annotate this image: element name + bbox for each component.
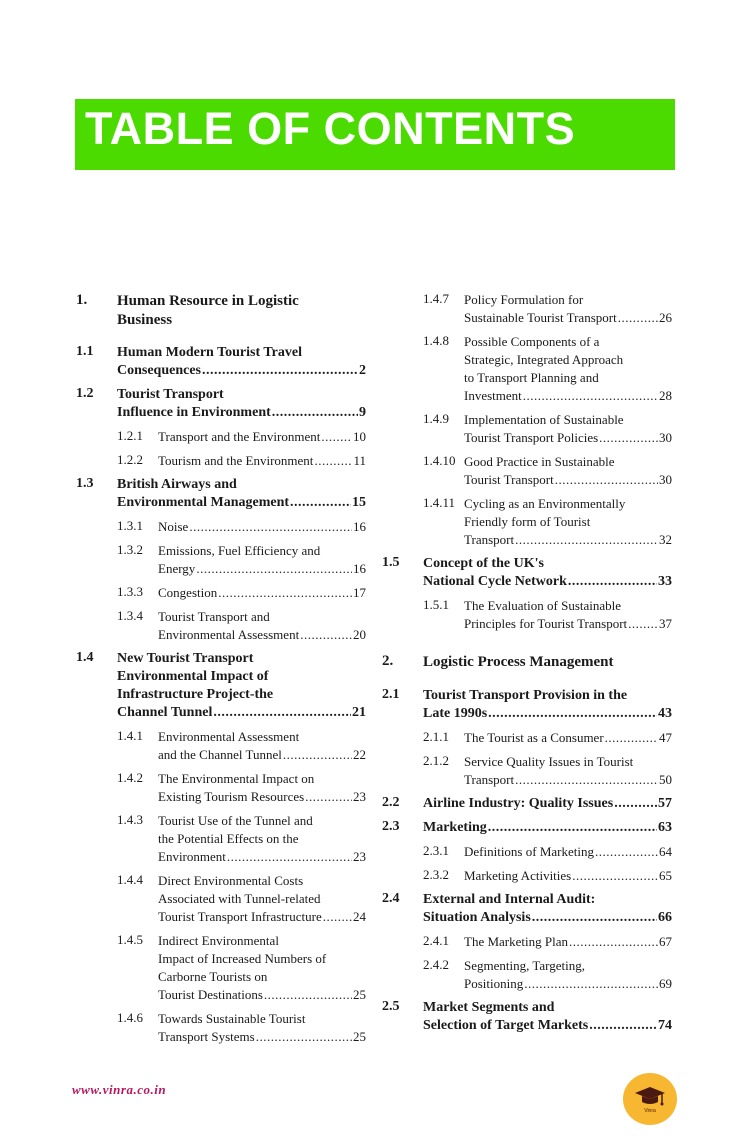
toc-entry-title <box>117 386 366 422</box>
toc-entry-number: 1.4 <box>76 650 94 665</box>
toc-entry-line <box>117 344 366 362</box>
toc-entry-line <box>117 404 366 422</box>
footer-website-link[interactable]: www.vinra.co.in <box>72 1082 167 1097</box>
toc-entry-text: Late 1990s <box>423 706 488 721</box>
toc-entry-text: Human Modern Tourist Travel <box>117 345 303 360</box>
toc-entry-number: 2.4 <box>382 891 400 906</box>
toc-entry-line <box>423 891 672 909</box>
toc-entry-text: Situation Analysis <box>423 910 531 925</box>
toc-entry-text: Possible Components of a <box>464 334 600 349</box>
toc-entry-line <box>423 555 672 573</box>
toc-entry-text: Emissions, Fuel Efficiency and <box>158 543 321 558</box>
toc-entry-line <box>158 584 366 602</box>
toc-entry-line <box>117 686 366 704</box>
toc-entry-number: 1.4.9 <box>423 411 449 426</box>
toc-entry-line <box>464 771 672 789</box>
toc-entry-line <box>464 471 672 489</box>
toc-entry-number: 1.5 <box>382 555 400 570</box>
toc-entry-text: Tourist Transport and <box>158 609 270 624</box>
toc-page-number: 25 <box>353 987 366 1002</box>
toc-entry-title <box>423 891 672 927</box>
toc-entry-text: Energy <box>158 561 196 576</box>
toc-page-number: 43 <box>658 706 672 721</box>
toc-entry-title <box>117 292 366 330</box>
toc-entry-title <box>158 932 366 1004</box>
dot-leader <box>488 819 657 837</box>
toc-entry-title <box>464 597 672 633</box>
toc-entry-number: 1.1 <box>76 344 94 359</box>
toc-entry-text: Transport <box>464 772 515 787</box>
toc-entry-text: Channel Tunnel <box>117 705 213 720</box>
toc-entry-line <box>117 476 366 494</box>
toc-entry-title <box>464 291 672 327</box>
toc-page-number: 20 <box>353 627 366 642</box>
toc-page-number: 9 <box>359 405 366 420</box>
toc-entry-text: Definitions of Marketing <box>464 844 594 859</box>
toc-entry-line <box>464 387 672 405</box>
toc-entry-line <box>464 531 672 549</box>
toc-page-number: 16 <box>353 519 366 534</box>
toc-entry-line <box>423 705 672 723</box>
dot-leader <box>256 1028 352 1046</box>
toc-entry-line <box>423 573 672 591</box>
toc-entry-line <box>158 728 366 746</box>
dot-leader <box>227 848 352 866</box>
toc-entry-line <box>158 890 366 908</box>
toc-entry-number: 1.4.3 <box>117 812 143 827</box>
toc-entry-title <box>464 729 672 747</box>
toc-entry-number: 1.4.4 <box>117 872 143 887</box>
toc-entry-line <box>117 362 366 380</box>
toc-entry-line <box>464 453 672 471</box>
toc-entry-line <box>117 650 366 668</box>
toc-entry-line <box>464 753 672 771</box>
toc-entry-line <box>464 291 672 309</box>
toc-page-number: 47 <box>659 730 672 745</box>
toc-entry-line <box>158 932 366 950</box>
toc-entry-text: Congestion <box>158 585 218 600</box>
toc-entry-title <box>423 653 672 672</box>
toc-page-number: 25 <box>353 1029 366 1044</box>
toc-entry-line <box>464 597 672 615</box>
toc-entry-text: and the Channel Tunnel <box>158 747 282 762</box>
toc-entry-title <box>158 452 366 470</box>
toc-entry-line <box>158 542 366 560</box>
toc-entry-title <box>158 428 366 446</box>
toc-entry-line <box>464 309 672 327</box>
toc-entry-text: Concept of the UK's <box>423 556 544 571</box>
dot-leader <box>213 704 351 722</box>
toc-entry-title <box>423 819 672 837</box>
toc-entry-title <box>464 495 672 549</box>
dot-leader <box>488 705 657 723</box>
toc-entry-text: Infrastructure Project-the <box>117 687 274 702</box>
dot-leader <box>272 404 358 422</box>
toc-entry-line <box>423 819 672 837</box>
toc-entry-number: 1.4.8 <box>423 333 449 348</box>
toc-entry-text: Policy Formulation for <box>464 292 584 307</box>
toc-entry-title <box>158 812 366 866</box>
toc-entry-text: Positioning <box>464 976 524 991</box>
toc-entry-number: 2.1 <box>382 687 400 702</box>
toc-entry-text: Consequences <box>117 363 202 378</box>
toc-entry-line <box>158 872 366 890</box>
toc-entry-number: 2. <box>382 653 394 669</box>
toc-page-number: 11 <box>353 453 366 468</box>
toc-entry-title <box>158 728 366 764</box>
toc-page-number: 65 <box>659 868 672 883</box>
toc-entry-number: 1.3.3 <box>117 584 143 599</box>
toc-entry-title <box>464 933 672 951</box>
toc-entry-line <box>464 729 672 747</box>
dot-leader <box>305 788 352 806</box>
toc-entry-title <box>158 1010 366 1046</box>
dot-leader <box>618 309 658 327</box>
dot-leader <box>524 975 658 993</box>
toc-page-number: 33 <box>658 574 672 589</box>
toc-entry-line <box>158 770 366 788</box>
dot-leader <box>628 615 658 633</box>
toc-entry-number: 1.3.2 <box>117 542 143 557</box>
toc-entry-number: 1.4.11 <box>423 495 456 510</box>
toc-entry-line <box>158 950 366 968</box>
toc-page-number: 21 <box>352 705 366 720</box>
toc-entry-line <box>158 452 366 470</box>
graduation-cap-icon <box>633 1084 667 1114</box>
dot-leader <box>202 362 358 380</box>
toc-entry-title <box>117 476 366 512</box>
toc-page-number: 74 <box>658 1018 672 1033</box>
toc-page-number: 64 <box>659 844 672 859</box>
toc-entry-text: Market Segments and <box>423 1000 555 1015</box>
dot-leader <box>555 471 658 489</box>
toc-entry-text: National Cycle Network <box>423 574 567 589</box>
dot-leader <box>515 771 658 789</box>
toc-entry-title <box>464 333 672 405</box>
dot-leader <box>283 746 352 764</box>
toc-entry-number: 1.4.7 <box>423 291 449 306</box>
toc-entry-text: the Potential Effects on the <box>158 831 299 846</box>
toc-entry-text: Human Resource in Logistic <box>117 293 299 309</box>
toc-page-number: 28 <box>659 388 672 403</box>
toc-entry-line <box>117 292 366 311</box>
toc-entry-text: Environment <box>158 849 226 864</box>
toc-entry-line <box>423 687 672 705</box>
toc-entry-text: Environmental Assessment <box>158 627 300 642</box>
toc-entry-number: 1.5.1 <box>423 597 449 612</box>
toc-entry-text: Tourist Destinations <box>158 987 263 1002</box>
toc-entry-text: Tourist Use of the Tunnel and <box>158 813 313 828</box>
toc-entry-text: Service Quality Issues in Tourist <box>464 754 634 769</box>
toc-entry-line <box>464 975 672 993</box>
toc-page-number: 23 <box>353 789 366 804</box>
toc-entry-line <box>423 909 672 927</box>
dot-leader <box>614 795 657 813</box>
toc-entry-line <box>158 518 366 536</box>
dot-leader <box>189 518 352 536</box>
toc-entry-line <box>158 1028 366 1046</box>
toc-entry-text: Indirect Environmental <box>158 933 279 948</box>
toc-entry-title <box>464 957 672 993</box>
toc-entry-number: 2.4.2 <box>423 957 449 972</box>
toc-entry-title <box>158 584 366 602</box>
toc-entry-text: Business <box>117 312 173 328</box>
toc-entry-line <box>464 351 672 369</box>
toc-entry-number: 2.1.2 <box>423 753 449 768</box>
toc-entry-text: Airline Industry: Quality Issues <box>423 796 614 811</box>
toc-page-number: 67 <box>659 934 672 949</box>
dot-leader <box>218 584 352 602</box>
toc-entry-line <box>423 1017 672 1035</box>
toc-page-number: 30 <box>659 430 672 445</box>
toc-entry-text: Associated with Tunnel-related <box>158 891 321 906</box>
dot-leader <box>290 494 351 512</box>
toc-entry-text: Sustainable Tourist Transport <box>464 310 617 325</box>
toc-entry-number: 1.4.1 <box>117 728 143 743</box>
toc-entry-number: 1.3.4 <box>117 608 143 623</box>
toc-entry-text: Environmental Assessment <box>158 729 300 744</box>
toc-entry-text: Strategic, Integrated Approach <box>464 352 624 367</box>
toc-entry-text: Marketing <box>423 820 487 835</box>
toc-entry-number: 1.4.10 <box>423 453 456 468</box>
toc-entry-text: Tourist Transport <box>117 387 224 402</box>
toc-entry-line <box>464 957 672 975</box>
toc-entry-number: 1.3 <box>76 476 94 491</box>
toc-entry-line <box>158 428 366 446</box>
toc-entry-text: Implementation of Sustainable <box>464 412 624 427</box>
toc-entry-text: Existing Tourism Resources <box>158 789 305 804</box>
dot-leader <box>300 626 352 644</box>
toc-entry-number: 2.3.1 <box>423 843 449 858</box>
toc-entry-number: 2.4.1 <box>423 933 449 948</box>
toc-page-number: 15 <box>352 495 366 510</box>
dot-leader <box>515 531 658 549</box>
toc-entry-line <box>158 830 366 848</box>
dot-leader <box>595 843 658 861</box>
toc-entry-line <box>464 429 672 447</box>
toc-entry-title <box>464 753 672 789</box>
toc-page-number: 66 <box>658 910 672 925</box>
toc-entry-text: Towards Sustainable Tourist <box>158 1011 306 1026</box>
toc-entry-line <box>117 494 366 512</box>
toc-entry-title <box>464 453 672 489</box>
toc-entry-number: 1.4.6 <box>117 1010 143 1025</box>
toc-entry-text: Environmental Management <box>117 495 290 510</box>
toc-entry-number: 1.4.5 <box>117 932 143 947</box>
dot-leader <box>572 867 658 885</box>
toc-entry-text: to Transport Planning and <box>464 370 599 385</box>
toc-entry-text: Segmenting, Targeting, <box>464 958 586 973</box>
toc-entry-text: The Tourist as a Consumer <box>464 730 604 745</box>
toc-entry-title <box>158 872 366 926</box>
toc-entry-text: Selection of Target Markets <box>423 1018 589 1033</box>
toc-entry-title <box>464 411 672 447</box>
toc-entry-text: British Airways and <box>117 477 237 492</box>
toc-page-number: 37 <box>659 616 672 631</box>
toc-entry-text: The Marketing Plan <box>464 934 568 949</box>
toc-entry-line <box>158 788 366 806</box>
toc-page-number: 69 <box>659 976 672 991</box>
toc-entry-text: Cycling as an Environmentally <box>464 496 626 511</box>
toc-entry-title <box>158 608 366 644</box>
toc-entry-line <box>158 560 366 578</box>
toc-entry-title <box>158 770 366 806</box>
toc-entry-text: Transport Systems <box>158 1029 255 1044</box>
toc-entry-number: 1.4.2 <box>117 770 143 785</box>
toc-entry-line <box>464 843 672 861</box>
toc-entry-number: 1.2 <box>76 386 94 401</box>
toc-entry-text: Marketing Activities <box>464 868 572 883</box>
toc-entry-text: Logistic Process Management <box>423 654 614 670</box>
toc-page-number: 50 <box>659 772 672 787</box>
toc-entry-text: Environmental Impact of <box>117 669 269 684</box>
toc-page-number: 16 <box>353 561 366 576</box>
toc-entry-number: 2.5 <box>382 999 400 1014</box>
toc-entry-text: External and Internal Audit: <box>423 892 596 907</box>
toc-page-number: 22 <box>353 747 366 762</box>
toc-entry-number: 1. <box>76 292 88 308</box>
toc-entry-title <box>117 650 366 722</box>
toc-entry-title <box>423 999 672 1035</box>
toc-entry-line <box>117 311 366 330</box>
toc-page-number: 26 <box>659 310 672 325</box>
toc-entry-line <box>423 795 672 813</box>
toc-entry-line <box>158 746 366 764</box>
toc-entry-text: Impact of Increased Numbers of <box>158 951 327 966</box>
toc-entry-line <box>464 369 672 387</box>
toc-entry-line <box>158 626 366 644</box>
toc-entry-title <box>423 687 672 723</box>
title-banner <box>75 99 675 170</box>
toc-entry-line <box>158 1010 366 1028</box>
toc-entry-line <box>158 968 366 986</box>
toc-entry-text: Principles for Tourist Transport <box>464 616 628 631</box>
toc-entry-text: Noise <box>158 519 189 534</box>
toc-entry-text: Direct Environmental Costs <box>158 873 304 888</box>
dot-leader <box>196 560 352 578</box>
dot-leader <box>605 729 658 747</box>
dot-leader <box>314 452 352 470</box>
dot-leader <box>323 908 352 926</box>
toc-entry-title <box>464 843 672 861</box>
toc-entry-title <box>117 344 366 380</box>
toc-page-number: 17 <box>353 585 366 600</box>
toc-entry-text: The Environmental Impact on <box>158 771 315 786</box>
toc-page-number: 24 <box>353 909 366 924</box>
toc-entry-line <box>158 812 366 830</box>
dot-leader <box>568 573 657 591</box>
toc-page-number: 63 <box>658 820 672 835</box>
dot-leader <box>589 1017 657 1035</box>
toc-entry-line <box>464 333 672 351</box>
toc-entry-line <box>158 608 366 626</box>
toc-entry-text: Transport <box>464 532 515 547</box>
toc-entry-number: 1.2.2 <box>117 452 143 467</box>
toc-entry-number: 1.3.1 <box>117 518 143 533</box>
toc-entry-text: Tourist Transport Policies <box>464 430 599 445</box>
toc-entry-line <box>464 867 672 885</box>
toc-page-number: 10 <box>353 429 366 444</box>
toc-entry-number: 2.1.1 <box>423 729 449 744</box>
toc-entry-title <box>158 542 366 578</box>
toc-entry-number: 1.2.1 <box>117 428 143 443</box>
toc-entry-text: Tourism and the Environment <box>158 453 314 468</box>
toc-page-number: 2 <box>359 363 366 378</box>
toc-entry-title <box>464 867 672 885</box>
toc-entry-line <box>464 513 672 531</box>
toc-entry-text: Transport and the Environment <box>158 429 321 444</box>
toc-entry-number: 2.3 <box>382 819 400 834</box>
toc-entry-number: 2.2 <box>382 795 400 810</box>
toc-entry-line <box>464 495 672 513</box>
toc-entry-line <box>464 411 672 429</box>
toc-entry-line <box>423 999 672 1017</box>
dot-leader <box>569 933 658 951</box>
dot-leader <box>321 428 352 446</box>
toc-entry-line <box>464 615 672 633</box>
toc-entry-line <box>158 848 366 866</box>
toc-page-number: 57 <box>658 796 672 811</box>
toc-entry-text: New Tourist Transport <box>117 651 254 666</box>
toc-entry-text: Carborne Tourists on <box>158 969 268 984</box>
dot-leader <box>532 909 657 927</box>
dot-leader <box>264 986 352 1004</box>
toc-entry-line <box>464 933 672 951</box>
toc-entry-number: 2.3.2 <box>423 867 449 882</box>
toc-entry-text: Tourist Transport Provision in the <box>423 688 628 703</box>
toc-entry-title <box>158 518 366 536</box>
dot-leader <box>523 387 658 405</box>
toc-page-number: 32 <box>659 532 672 547</box>
toc-entry-title <box>423 555 672 591</box>
toc-entry-text: Friendly form of Tourist <box>464 514 591 529</box>
toc-entry-line <box>117 668 366 686</box>
toc-entry-text: Good Practice in Sustainable <box>464 454 615 469</box>
dot-leader <box>599 429 658 447</box>
toc-entry-line <box>158 908 366 926</box>
toc-entry-line <box>117 386 366 404</box>
toc-entry-text: Investment <box>464 388 522 403</box>
toc-entry-text: The Evaluation of Sustainable <box>464 598 622 613</box>
toc-entry-text: Tourist Transport <box>464 472 554 487</box>
toc-entry-text: Tourist Transport Infrastructure <box>158 909 322 924</box>
toc-page-number: 23 <box>353 849 366 864</box>
toc-entry-line <box>158 986 366 1004</box>
toc-page-number: 30 <box>659 472 672 487</box>
svg-text:Vinra: Vinra <box>644 1108 656 1114</box>
publisher-logo <box>623 1073 677 1125</box>
toc-entry-line <box>423 653 672 672</box>
toc-entry-text: Influence in Environment <box>117 405 271 420</box>
page-title: TABLE OF CONTENTS <box>85 103 576 154</box>
toc-entry-title <box>423 795 672 813</box>
toc-entry-line <box>117 704 366 722</box>
